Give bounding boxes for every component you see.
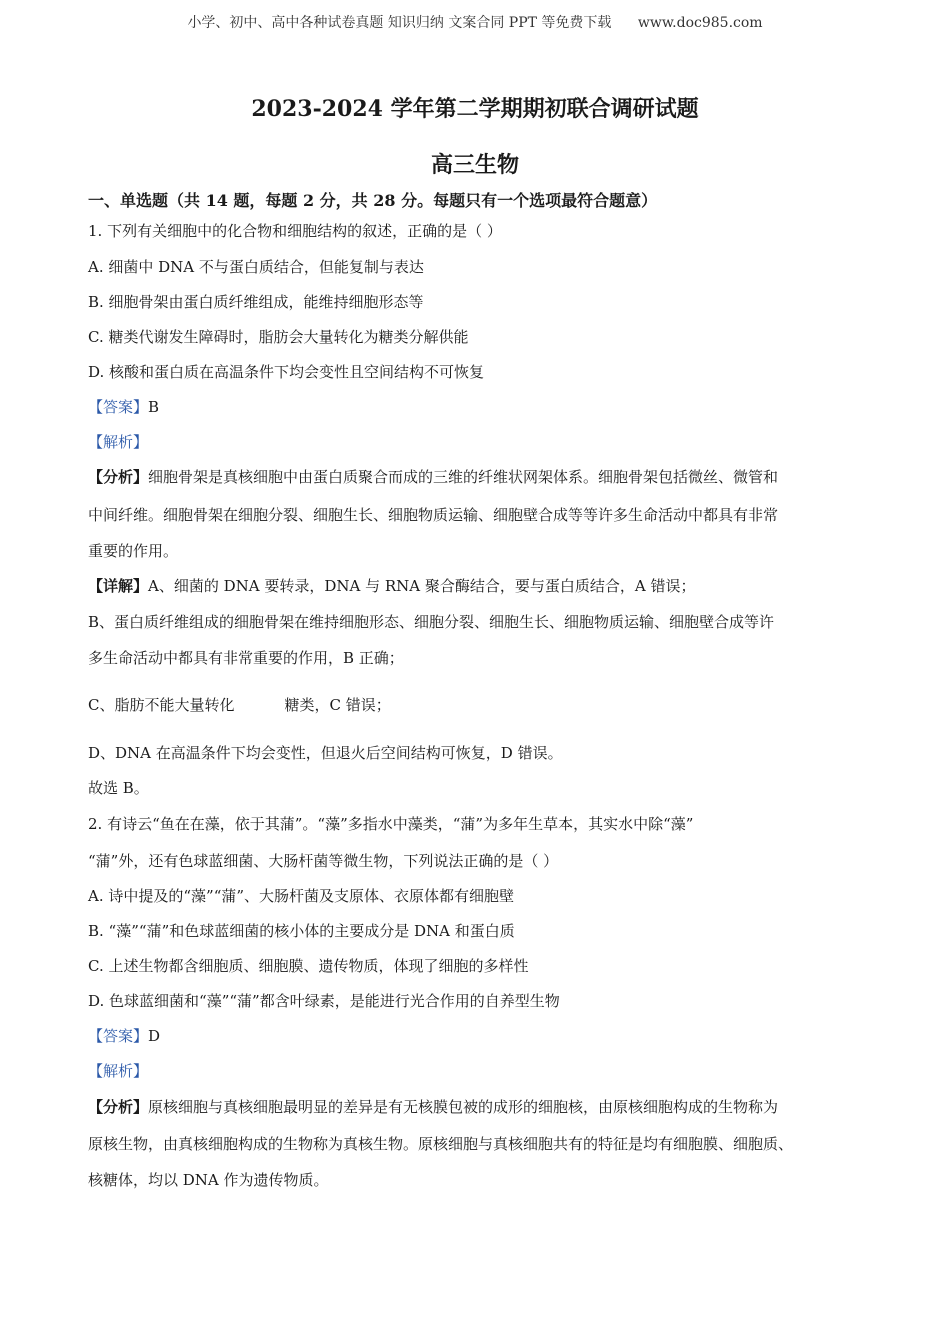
q1-option-c: C. 糖类代谢发生障碍时，脂肪会大量转化为糖类分解供能 (88, 328, 469, 346)
page-header (0, 12, 950, 32)
q1-answer (88, 397, 870, 417)
q2-analysis-tag: 【解析】 (88, 1062, 149, 1080)
q2-option-a: A. 诗中提及的“藻”“蒲”、大肠杆菌及支原体、衣原体都有细胞壁 (88, 887, 515, 905)
q2-answer (88, 1026, 870, 1046)
q2-answer-tag: 【答案】 (88, 1027, 149, 1045)
q1-conclusion: 故选 B。 (88, 779, 149, 797)
section-heading: 一、单选题（共 14 题，每题 2 分，共 28 分。每题只有一个选项最符合题意） (88, 191, 658, 210)
q1-answer-tag: 【答案】 (88, 398, 149, 416)
q1-fenxi-text-1: 细胞骨架是真核细胞中由蛋白质聚合而成的三维的纤维状网架体系。细胞骨架包括微丝、微管和 (148, 468, 779, 486)
q1-detail-a-text: A、细菌的 DNA 要转录，DNA 与 RNA 聚合酶结合，要与蛋白质结合，A 错误； (148, 577, 696, 595)
q1-detail-c (88, 695, 870, 715)
q1-detail-c-part2: 糖类，C 错误； (284, 696, 391, 714)
q1-answer-value: B (148, 398, 160, 416)
q1-detail-tag: 【详解】 (88, 577, 149, 595)
q1-fenxi-3: 重要的作用。 (88, 542, 179, 560)
q1-detail-d: D、DNA 在高温条件下均会变性，但退火后空间结构可恢复，D 错误。 (88, 744, 563, 762)
header-links: 小学、初中、高中各种试卷真题 知识归纳 文案合同 PPT 等免费下载 (187, 15, 612, 31)
q2-fenxi-2: 原核生物，由真核细胞构成的生物称为真核生物。原核细胞与真核细胞共有的特征是均有细胞膜、细胞质、 (88, 1135, 794, 1153)
q2-answer-value: D (148, 1027, 161, 1045)
q2-fenxi-text-1: 原核细胞与真核细胞最明显的差异是有无核膜包被的成形的细胞核，由原核细胞构成的生物称为 (148, 1098, 779, 1116)
q2-fenxi-tag: 【分析】 (88, 1098, 149, 1116)
q1-fenxi-tag: 【分析】 (88, 468, 149, 486)
q2-stem-2: “蒲”外，还有色球蓝细菌、大肠杆菌等微生物，下列说法正确的是（ ） (88, 852, 559, 870)
header-site[interactable]: www.doc985.com (637, 15, 763, 31)
q2-option-b: B. “藻”“蒲”和色球蓝细菌的核小体的主要成分是 DNA 和蛋白质 (88, 922, 515, 940)
q1-analysis-tag: 【解析】 (88, 433, 149, 451)
exam-title: 2023-2024 学年第二学期期初联合调研试题 (251, 96, 699, 122)
q2-stem-1: 2. 有诗云“鱼在在藻，依于其蒲”。“藻”多指水中藻类，“蒲”为多年生草本，其实水中除“藻” (88, 815, 694, 833)
q1-option-b: B. 细胞骨架由蛋白质纤维组成，能维持细胞形态等 (88, 293, 424, 311)
q1-stem: 1. 下列有关细胞中的化合物和细胞结构的叙述，正确的是（ ） (88, 222, 502, 240)
q1-option-d: D. 核酸和蛋白质在高温条件下均会变性且空间结构不可恢复 (88, 363, 485, 381)
q2-fenxi-1 (88, 1097, 870, 1117)
q1-option-a: A. 细菌中 DNA 不与蛋白质结合，但能复制与表达 (88, 258, 424, 276)
q1-detail-b1: B、蛋白质纤维组成的细胞骨架在维持细胞形态、细胞分裂、细胞生长、细胞物质运输、细胞壁合成等许 (88, 613, 775, 631)
q2-option-d: D. 色球蓝细菌和“藻”“蒲”都含叶绿素，是能进行光合作用的自养型生物 (88, 992, 560, 1010)
q1-fenxi-1 (88, 467, 870, 487)
q1-detail-c-part1: C、脂肪不能大量转化 (88, 696, 235, 714)
q2-option-c: C. 上述生物都含细胞质、细胞膜、遗传物质，体现了细胞的多样性 (88, 957, 529, 975)
q1-fenxi-2: 中间纤维。细胞骨架在细胞分裂、细胞生长、细胞物质运输、细胞壁合成等等许多生命活动中都具有非常 (88, 506, 779, 524)
q1-detail-b2: 多生命活动中都具有非常重要的作用，B 正确； (88, 649, 404, 667)
q1-detail-a (88, 576, 870, 596)
q2-fenxi-3: 核糖体，均以 DNA 作为遗传物质。 (88, 1171, 329, 1189)
exam-subtitle: 高三生物 (430, 152, 519, 178)
